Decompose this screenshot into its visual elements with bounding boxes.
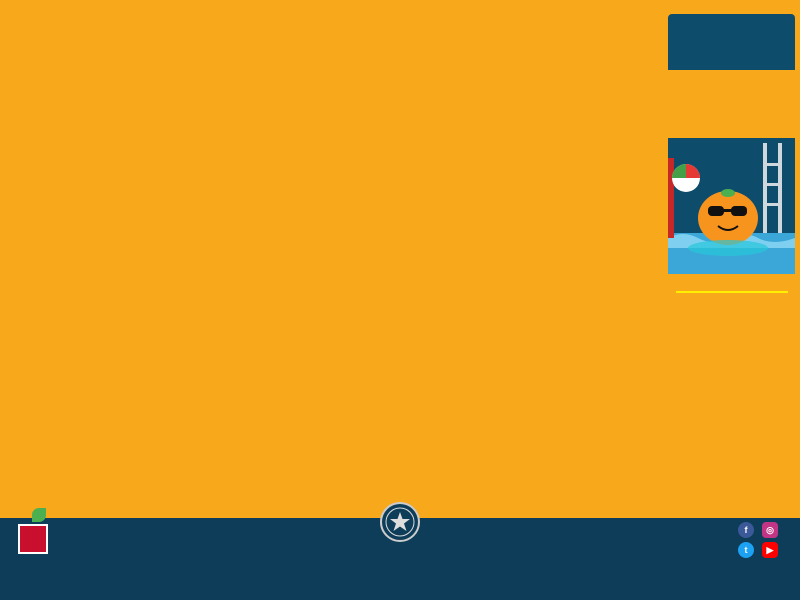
- orange-swimmer-icon: [668, 138, 795, 274]
- youtube-icon[interactable]: ▶: [762, 542, 778, 558]
- menu-year: [668, 54, 795, 70]
- menu-grid: [5, 28, 665, 518]
- instagram-icon[interactable]: ◎: [762, 522, 778, 538]
- side-panel: [668, 14, 795, 514]
- twitter-icon[interactable]: t: [738, 542, 754, 558]
- month-label: [668, 14, 795, 54]
- footer: [0, 518, 800, 600]
- apple-icon: [32, 508, 46, 522]
- footer-center: [250, 540, 550, 544]
- facebook-icon[interactable]: f: [738, 522, 754, 538]
- announcement-highlight: [676, 291, 788, 293]
- texas-seal-icon: [380, 502, 420, 542]
- square-meals-logo: [18, 524, 48, 554]
- pool-illustration: [668, 138, 795, 274]
